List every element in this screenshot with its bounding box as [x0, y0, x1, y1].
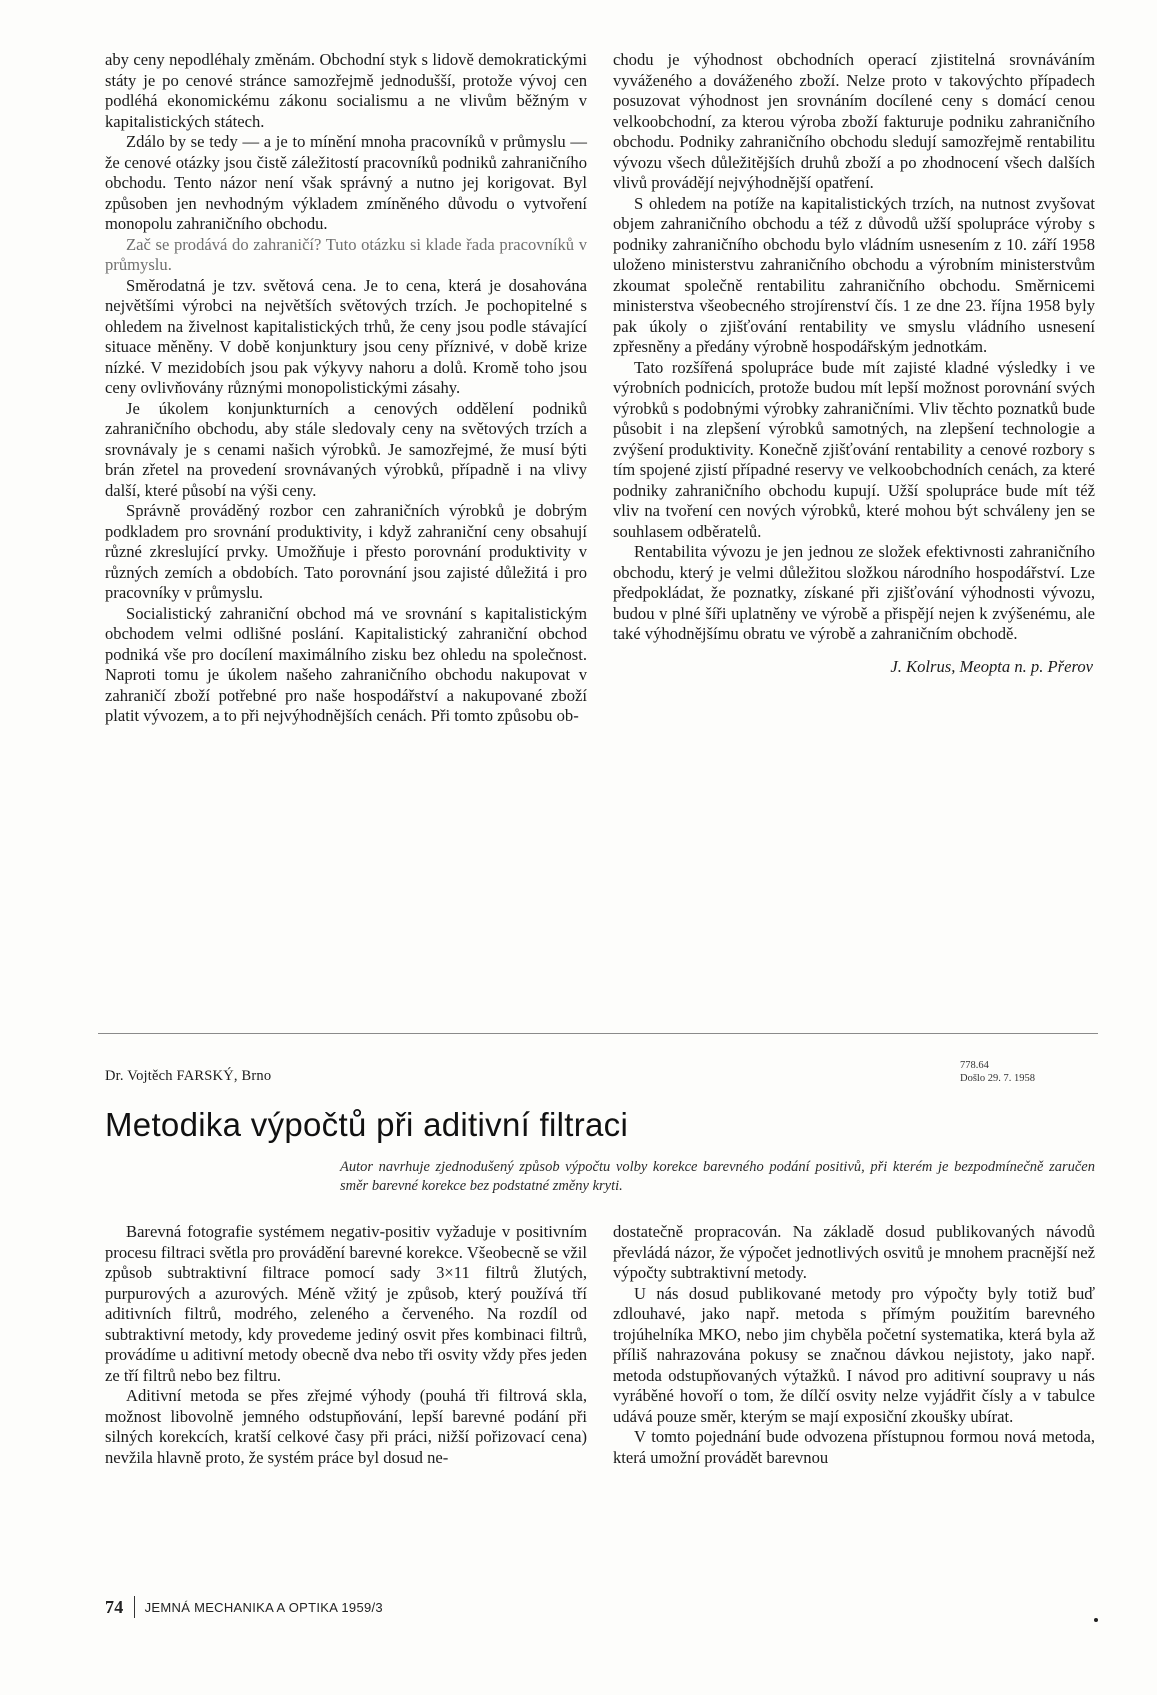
top-left-column: [105, 50, 587, 727]
article-title: Metodika výpočtů při aditivní filtraci: [105, 1106, 629, 1143]
paragraph: Tato rozšířená spolupráce bude mít zajisté kladné výsledky i ve výrobních podnicích, protože budou mít lepší možnost porovnání svých výrobků s podobnými výrobky zahraničními. Vliv těchto poznatků bude působit i na zlepšení výrobků samotných, na zlepšení technologie a zvýšení produktivity. Konečně zjišťování rentability a cenové rozbory s tím spojené zjistí případné reservy ve velkoobchodních cenách, za které podniky zahraničního obchodu kupují. Užší spolupráce bude mít též vliv na tvoření cen nových výrobků, které mohou být schváleny jen se souhlasem odběratelů.: [613, 357, 1095, 541]
scan-speck: [1094, 1618, 1098, 1622]
received-note: [960, 1060, 1035, 1085]
journal-name: JEMNÁ MECHANIKA A OPTIKA 1959/3: [144, 1599, 383, 1615]
article-author: Dr. Vojtěch FARSKÝ, Brno: [105, 1068, 272, 1084]
paragraph: dostatečně propracován. Na základě dosud publikovaných návodů převládá názor, že výpočet jednotlivých osvitů je mnohem pracnější než výpočty subtraktivní metody.: [613, 1222, 1095, 1282]
paragraph: Socialistický zahraniční obchod má ve srovnání s kapitalistickým obchodem velmi odlišné poslání. Kapitalistický zahraniční obchod podniká vše pro docílení maximálního zisku bez ohledu na společnost. Naproti tomu je úkolem našeho zahraničního obchodu nakupovat v zahraničí zboží potřebné pro naše hospodářství a nakupované zboží platit vývozem, a to při nejvýhodnějších cenách. Při tomto způsobu ob-: [105, 603, 587, 725]
paragraph: Rentabilita vývozu je jen jednou ze složek efektivnosti zahraničního obchodu, který je velmi důležitou složkou národního hospodářství. Lze předpokládat, že poznatky, získané při zjišťování výhodnosti vývozu, budou v plné šíři uplatněny ve výrobě a přispějí nejen k zvýšenému, ale také výhodnějšímu obratu ve výrobě a zahraničním obchodě.: [613, 542, 1095, 643]
article-abstract: Autor navrhuje zjednodušený způsob výpočtu volby korekce barevného podání positivů, při kterém je bezpodmínečně zaručen směr barevné korekce bez podstatné změny kryti.: [340, 1159, 1095, 1194]
paragraph: Aditivní metoda se přes zřejmé výhody (pouhá tři filtrová skla, možnost libovolně jemného odstupňování, lepší barevné podání při silných korekcích, kratší celkové časy při práci, nižší pořizovací cena) nevžila hlavně proto, že systém práce byl dosud ne-: [105, 1386, 587, 1467]
paragraph: Je úkolem konjunkturních a cenových oddělení podniků zahraničního obchodu, aby stále sledovaly ceny na světových trzích a srovnávaly je s cenami našich výrobků. Je samozřejmé, že musí býti brán zřetel na provedení srovnávaných výrobků, případně i na vlivy další, které působí na výši ceny.: [105, 398, 587, 500]
article-signature: J. Kolrus, Meopta n. p. Přerov: [890, 656, 1093, 676]
paragraph: V tomto pojednání bude odvozena přístupnou formou nová metoda, která umožní provádět barevnou: [613, 1427, 1095, 1467]
bottom-left-column: [105, 1222, 587, 1468]
udc-code: 778.64: [960, 1060, 989, 1071]
paragraph: U nás dosud publikované metody pro výpočty byly totiž buď zdlouhavé, jako např. metoda s přímým použitím barevného trojúhelníka MKO, nebo jim chyběla početní systematika, která byla až příliš nahrazována pokusy se značnou dávkou nejistoty, jako např. metoda odstupňovaných výtažků. I návod pro aditivní soupravy u nás vyráběné hovoří o tom, že dílčí osvity nelze vyjádřit čísly a v tabulce udává pouze směr, kterým se mají exposiční zkoušky ubírat.: [613, 1283, 1095, 1426]
received-date: Došlo 29. 7. 1958: [960, 1072, 1035, 1084]
section-divider: [98, 1033, 1098, 1034]
paragraph: Zdálo by se tedy — a je to mínění mnoha pracovníků v průmyslu — že cenové otázky jsou čistě záležitostí pracovníků podniků zahraničního obchodu. Tento názor není však správný a nutno jej korigovat. Byl způsoben jen nevhodným výkladem zmíněného důvodu o vytvoření monopolu zahraničního obchodu.: [105, 132, 587, 233]
paragraph: S ohledem na potíže na kapitalistických trzích, na nutnost zvyšovat objem zahraničního obchodu a též z důvodů užší spolupráce výroby s podniky zahraničního obchodu bylo vládním usnesením z 10. září 1958 uloženo ministerstvu zahraničního obchodu a výrobním ministerstvům zkoumat společně rentabilitu zahraničního obchodu. Směrnicemi ministerstva všeobecného strojírenství čís. 1 ze dne 23. října 1958 byly pak úkoly o zjišťování rentability ve smyslu vládního usnesení zpřesněny a předány výrobně hospodářským jednotkám.: [613, 193, 1095, 356]
paragraph: chodu je výhodnost obchodních operací zjistitelná srovnáváním vyváženého a dováženého zboží. Nelze proto v takovýchto případech posuzovat výhodnost jen srovnáním docílené ceny s domácí cenou velkoobchodní, za kterou výroba zboží fakturuje podniku zahraničního obchodu. Podniky zahraničního obchodu sledují samozřejmě rentabilitu vývozu všech důležitějších druhů zboží a po zhodnocení všech dalších vlivů provádějí nejvýhodnější opatření.: [613, 50, 1095, 192]
paragraph: Správně prováděný rozbor cen zahraničních výrobků je dobrým podkladem pro srovnání produktivity, i když zahraniční ceny obsahují různé zkreslující prvky. Umožňuje i přesto porovnání produktivity v různých zemích a obdobích. Tato porovnání jsou zajisté důležitá i pro pracovníky v průmyslu.: [105, 501, 587, 602]
paragraph: Směrodatná je tzv. světová cena. Je to cena, která je dosahována největšími výrobci na největších světových trzích. Je pochopitelné s ohledem na živelnost kapitalistických trhů, že ceny jsou podle stávající situace měněny. V době konjunktury jsou ceny příznivé, v době krize nízké. V mezidobích jsou pak výkyvy nahoru a dolů. Kromě toho jsou ceny ovlivňovány různými monopolistickými zásahy.: [105, 275, 587, 397]
paragraph: aby ceny nepodléhaly změnám. Obchodní styk s lidově demokratickými státy je po cenové stránce samozřejmě jednodušší, protože vývoj cen podléhá ekonomickému zákonu socialismu a ne vlivům běžným v kapitalistických státech.: [105, 50, 587, 131]
page-number: 74: [105, 1596, 124, 1617]
bottom-right-column: [613, 1222, 1095, 1468]
footer-separator: [134, 1596, 135, 1618]
paragraph: Barevná fotografie systémem negativ-positiv vyžaduje v positivním procesu filtraci světla pro provádění barevné korekce. Všeobecně se vžil způsob subtraktivní filtrace pomocí sady 3×11 filtrů žlutých, purpurových a azurových. Méně vžitý je způsob, který používá tří aditivních filtrů, modrého, zeleného a červeného. Na rozdíl od subtraktivní metody, kdy provedeme jediný osvit přes kombinaci filtrů, provádíme u aditivní metody obecně dva nebo tři osvity vždy přes jeden ze tří filtrů nebo bez filtru.: [105, 1222, 587, 1385]
paragraph: Zač se prodává do zahraničí? Tuto otázku si klade řada pracovníků v průmyslu.: [105, 234, 587, 274]
top-right-column: [613, 50, 1095, 677]
page-footer: [105, 1596, 383, 1618]
